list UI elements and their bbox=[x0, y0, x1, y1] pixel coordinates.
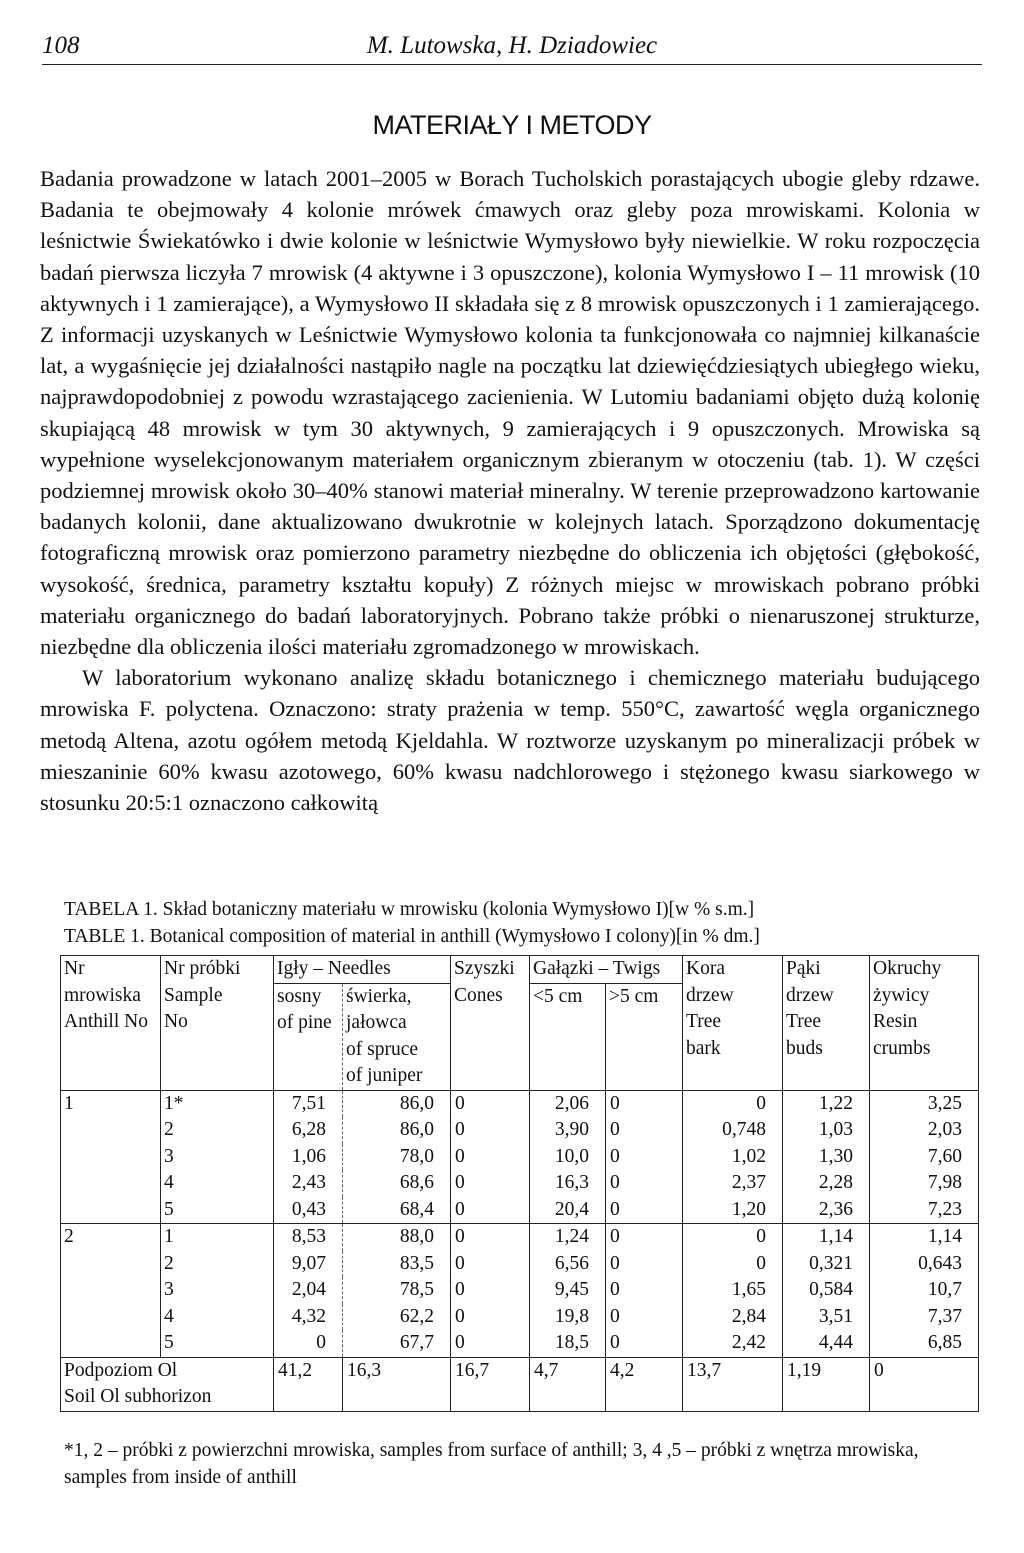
cell-twigs-lt5: 20,4 bbox=[530, 1197, 606, 1224]
cell-anthill bbox=[61, 1197, 161, 1224]
table-row bbox=[61, 1170, 979, 1197]
cell-spruce: 62,2 bbox=[343, 1304, 451, 1331]
header-needles: Igły – Needles bbox=[274, 956, 451, 984]
cell-pine: 2,43 bbox=[274, 1170, 343, 1197]
cell-twigs-lt5: 16,3 bbox=[530, 1170, 606, 1197]
header-pine: sosny of pine bbox=[274, 983, 343, 1090]
cell-anthill bbox=[61, 1330, 161, 1357]
cell-resin: 3,25 bbox=[870, 1090, 979, 1117]
cell-pine: 6,28 bbox=[274, 1117, 343, 1144]
cell-sample: 4 bbox=[161, 1170, 274, 1197]
cell-twigs-lt5: 6,56 bbox=[530, 1251, 606, 1278]
header-buds: Pąki drzew Tree buds bbox=[783, 956, 870, 1091]
table-body bbox=[61, 1090, 979, 1357]
cell-twigs-gt5: 0 bbox=[606, 1224, 683, 1251]
table-row bbox=[61, 1224, 979, 1251]
cell-sample: 4 bbox=[161, 1304, 274, 1331]
table-row bbox=[61, 1090, 979, 1117]
cell-twigs-gt5: 0 bbox=[606, 1170, 683, 1197]
cell-buds: 0,584 bbox=[783, 1277, 870, 1304]
cell-resin: 7,60 bbox=[870, 1144, 979, 1171]
soil-buds: 1,19 bbox=[783, 1357, 870, 1411]
soil-row-label: Podpoziom Ol Soil Ol subhorizon bbox=[61, 1357, 274, 1411]
cell-buds: 1,30 bbox=[783, 1144, 870, 1171]
cell-sample: 2 bbox=[161, 1251, 274, 1278]
soil-bark: 13,7 bbox=[683, 1357, 783, 1411]
cell-cones: 0 bbox=[451, 1090, 530, 1117]
running-head bbox=[42, 30, 982, 65]
cell-twigs-lt5: 19,8 bbox=[530, 1304, 606, 1331]
cell-resin: 0,643 bbox=[870, 1251, 979, 1278]
cell-cones: 0 bbox=[451, 1304, 530, 1331]
cell-sample: 3 bbox=[161, 1144, 274, 1171]
cell-twigs-gt5: 0 bbox=[606, 1251, 683, 1278]
cell-twigs-lt5: 18,5 bbox=[530, 1330, 606, 1357]
cell-spruce: 88,0 bbox=[343, 1224, 451, 1251]
cell-resin: 7,37 bbox=[870, 1304, 979, 1331]
cell-twigs-lt5: 1,24 bbox=[530, 1224, 606, 1251]
cell-pine: 2,04 bbox=[274, 1277, 343, 1304]
cell-pine: 0 bbox=[274, 1330, 343, 1357]
cell-resin: 10,7 bbox=[870, 1277, 979, 1304]
cell-buds: 1,03 bbox=[783, 1117, 870, 1144]
header-twigs: Gałązki – Twigs bbox=[530, 956, 683, 984]
cell-cones: 0 bbox=[451, 1277, 530, 1304]
cell-twigs-lt5: 3,90 bbox=[530, 1117, 606, 1144]
table-row bbox=[61, 1277, 979, 1304]
cell-anthill bbox=[61, 1144, 161, 1171]
cell-twigs-lt5: 10,0 bbox=[530, 1144, 606, 1171]
page-number: 108 bbox=[42, 32, 80, 59]
cell-anthill bbox=[61, 1277, 161, 1304]
cell-cones: 0 bbox=[451, 1197, 530, 1224]
cell-cones: 0 bbox=[451, 1144, 530, 1171]
cell-bark: 0,748 bbox=[683, 1117, 783, 1144]
paragraph-1: Badania prowadzone w latach 2001–2005 w Borach Tucholskich porastających ubogie gleby rdzawe. Badania te obejmowały 4 kolonie mrówek ćmawych oraz gleby poza mrowiskami. Kolonia w leśnictwie Świekatówko i dwie kolonie w leśnictwie Wymysłowo były niewielkie. W roku rozpoczęcia badań pierwsza liczyła 7 mrowisk (4 aktywne i 3 opuszczone), kolonia Wymysłowo I – 11 mrowisk (10 aktywnych i 1 zamierające), a Wymysłowo II składała się z 8 mrowisk opuszczonych i 1 zamierającego. Z informacji uzyskanych w Leśnictwie Wymysłowo kolonia ta funkcjonowała co najmniej kilkanaście lat, a wygaśnięcie jej działalności nastąpiło nagle na początku lat dziewięćdziesiątych ubiegłego wieku, najprawdopodobniej z powodu wzrastającego zacienienia. W Lutomiu badaniami objęto dużą kolonię skupiającą 48 mrowisk w tym 30 aktywnych, 9 zamierających i 9 opuszczonych. Mrowiska są wypełnione wyselekcjonowanym materiałem organicznym zbieranym w otoczeniu (tab. 1). W części podziemnej mrowisk około 30–40% stanowi materiał mineralny. W terenie przeprowadzono kartowanie badanych kolonii, dane aktualizowano dwukrotnie w kolejnych latach. Sporządzono dokumentację fotograficzną mrowisk oraz pomierzono parametry niezbędne do obliczenia ich objętości (głębokość, wysokość, średnica, parametry kształtu kopuły) Z różnych miejsc w mrowiskach pobrano próbki materiału organicznego do badań laboratoryjnych. Pobrano także próbki o nienaruszonej strukturze, niezbędne dla obliczenia ilości materiału zgromadzonego w mrowiskach. bbox=[40, 166, 980, 660]
cell-anthill bbox=[61, 1170, 161, 1197]
cell-cones: 0 bbox=[451, 1330, 530, 1357]
cell-twigs-gt5: 0 bbox=[606, 1304, 683, 1331]
cell-pine: 4,32 bbox=[274, 1304, 343, 1331]
cell-spruce: 78,0 bbox=[343, 1144, 451, 1171]
header-twigs-gt5: >5 cm bbox=[606, 983, 683, 1090]
table-row bbox=[61, 1330, 979, 1357]
botanical-composition-table bbox=[60, 955, 979, 1412]
cell-bark: 0 bbox=[683, 1251, 783, 1278]
cell-sample: 1 bbox=[161, 1224, 274, 1251]
cell-cones: 0 bbox=[451, 1224, 530, 1251]
soil-twigs-gt5: 4,2 bbox=[606, 1357, 683, 1411]
cell-buds: 1,22 bbox=[783, 1090, 870, 1117]
cell-resin: 2,03 bbox=[870, 1117, 979, 1144]
cell-twigs-gt5: 0 bbox=[606, 1144, 683, 1171]
cell-anthill bbox=[61, 1117, 161, 1144]
header-spruce-juniper: świerka, jałowca of spruce of juniper bbox=[343, 983, 451, 1090]
cell-sample: 2 bbox=[161, 1117, 274, 1144]
header-resin: Okruchy żywicy Resin crumbs bbox=[870, 956, 979, 1091]
header-twigs-lt5: <5 cm bbox=[530, 983, 606, 1090]
cell-twigs-gt5: 0 bbox=[606, 1090, 683, 1117]
cell-twigs-gt5: 0 bbox=[606, 1277, 683, 1304]
table-row bbox=[61, 1144, 979, 1171]
cell-sample: 3 bbox=[161, 1277, 274, 1304]
header-cones: Szyszki Cones bbox=[451, 956, 530, 1091]
cell-buds: 2,28 bbox=[783, 1170, 870, 1197]
table-soil-row bbox=[61, 1357, 979, 1411]
cell-anthill: 2 bbox=[61, 1224, 161, 1251]
cell-bark: 0 bbox=[683, 1224, 783, 1251]
cell-bark: 1,65 bbox=[683, 1277, 783, 1304]
cell-bark: 2,84 bbox=[683, 1304, 783, 1331]
cell-anthill: 1 bbox=[61, 1090, 161, 1117]
table-row bbox=[61, 1197, 979, 1224]
cell-resin: 7,23 bbox=[870, 1197, 979, 1224]
cell-spruce: 67,7 bbox=[343, 1330, 451, 1357]
cell-pine: 8,53 bbox=[274, 1224, 343, 1251]
cell-buds: 2,36 bbox=[783, 1197, 870, 1224]
cell-twigs-lt5: 9,45 bbox=[530, 1277, 606, 1304]
cell-pine: 7,51 bbox=[274, 1090, 343, 1117]
table-row bbox=[61, 1304, 979, 1331]
table-caption-pl: TABELA 1. Skład botaniczny materiału w mrowisku (kolonia Wymysłowo I)[w % s.m.] bbox=[64, 899, 755, 920]
cell-bark: 2,37 bbox=[683, 1170, 783, 1197]
table-row bbox=[61, 1251, 979, 1278]
body-text bbox=[40, 163, 980, 818]
cell-spruce: 83,5 bbox=[343, 1251, 451, 1278]
soil-spruce: 16,3 bbox=[343, 1357, 451, 1411]
header-anthill-no: Nr mrowiska Anthill No bbox=[61, 956, 161, 1091]
cell-spruce: 68,4 bbox=[343, 1197, 451, 1224]
cell-anthill bbox=[61, 1304, 161, 1331]
header-sample-no: Nr próbki Sample No bbox=[161, 956, 274, 1091]
cell-twigs-gt5: 0 bbox=[606, 1330, 683, 1357]
soil-pine: 41,2 bbox=[274, 1357, 343, 1411]
section-title: MATERIAŁY I METODY bbox=[372, 110, 652, 140]
table-row bbox=[61, 1117, 979, 1144]
cell-buds: 3,51 bbox=[783, 1304, 870, 1331]
cell-spruce: 68,6 bbox=[343, 1170, 451, 1197]
cell-pine: 1,06 bbox=[274, 1144, 343, 1171]
cell-cones: 0 bbox=[451, 1170, 530, 1197]
cell-pine: 9,07 bbox=[274, 1251, 343, 1278]
cell-buds: 1,14 bbox=[783, 1224, 870, 1251]
running-head-authors: M. Lutowska, H. Dziadowiec bbox=[366, 32, 658, 59]
cell-spruce: 86,0 bbox=[343, 1117, 451, 1144]
cell-buds: 4,44 bbox=[783, 1330, 870, 1357]
cell-sample: 5 bbox=[161, 1330, 274, 1357]
table-caption-en: TABLE 1. Botanical composition of material in anthill (Wymysłowo I colony)[in % dm.] bbox=[64, 926, 760, 947]
cell-twigs-gt5: 0 bbox=[606, 1197, 683, 1224]
cell-sample: 5 bbox=[161, 1197, 274, 1224]
cell-buds: 0,321 bbox=[783, 1251, 870, 1278]
soil-cones: 16,7 bbox=[451, 1357, 530, 1411]
cell-bark: 0 bbox=[683, 1090, 783, 1117]
cell-cones: 0 bbox=[451, 1251, 530, 1278]
cell-bark: 1,02 bbox=[683, 1144, 783, 1171]
cell-anthill bbox=[61, 1251, 161, 1278]
soil-resin: 0 bbox=[870, 1357, 979, 1411]
cell-resin: 7,98 bbox=[870, 1170, 979, 1197]
soil-twigs-lt5: 4,7 bbox=[530, 1357, 606, 1411]
cell-spruce: 86,0 bbox=[343, 1090, 451, 1117]
cell-resin: 6,85 bbox=[870, 1330, 979, 1357]
cell-resin: 1,14 bbox=[870, 1224, 979, 1251]
cell-pine: 0,43 bbox=[274, 1197, 343, 1224]
header-bark: Kora drzew Tree bark bbox=[683, 956, 783, 1091]
cell-cones: 0 bbox=[451, 1117, 530, 1144]
table-footnote: *1, 2 – próbki z powierzchni mrowiska, samples from surface of anthill; 3, 4 ,5 – próbki z wnętrza mrowiska, samples from inside of anthill bbox=[64, 1440, 919, 1488]
table-header bbox=[61, 956, 979, 1091]
cell-spruce: 78,5 bbox=[343, 1277, 451, 1304]
paragraph-2: W laboratorium wykonano analizę składu botanicznego i chemicznego materiału budującego mrowiska F. polyctena. Oznaczono: straty prażenia w temp. 550°C, zawartość węgla organicznego metodą Altena, azotu ogółem metodą Kjeldahla. W roztworze uzyskanym po mineralizacji próbek w mieszaninie 60% kwasu azotowego, 60% kwasu nadchlorowego i stężonego kwasu siarkowego w stosunku 20:5:1 oznaczono całkowitą bbox=[40, 665, 980, 816]
cell-bark: 1,20 bbox=[683, 1197, 783, 1224]
cell-twigs-gt5: 0 bbox=[606, 1117, 683, 1144]
cell-bark: 2,42 bbox=[683, 1330, 783, 1357]
cell-twigs-lt5: 2,06 bbox=[530, 1090, 606, 1117]
cell-sample: 1* bbox=[161, 1090, 274, 1117]
